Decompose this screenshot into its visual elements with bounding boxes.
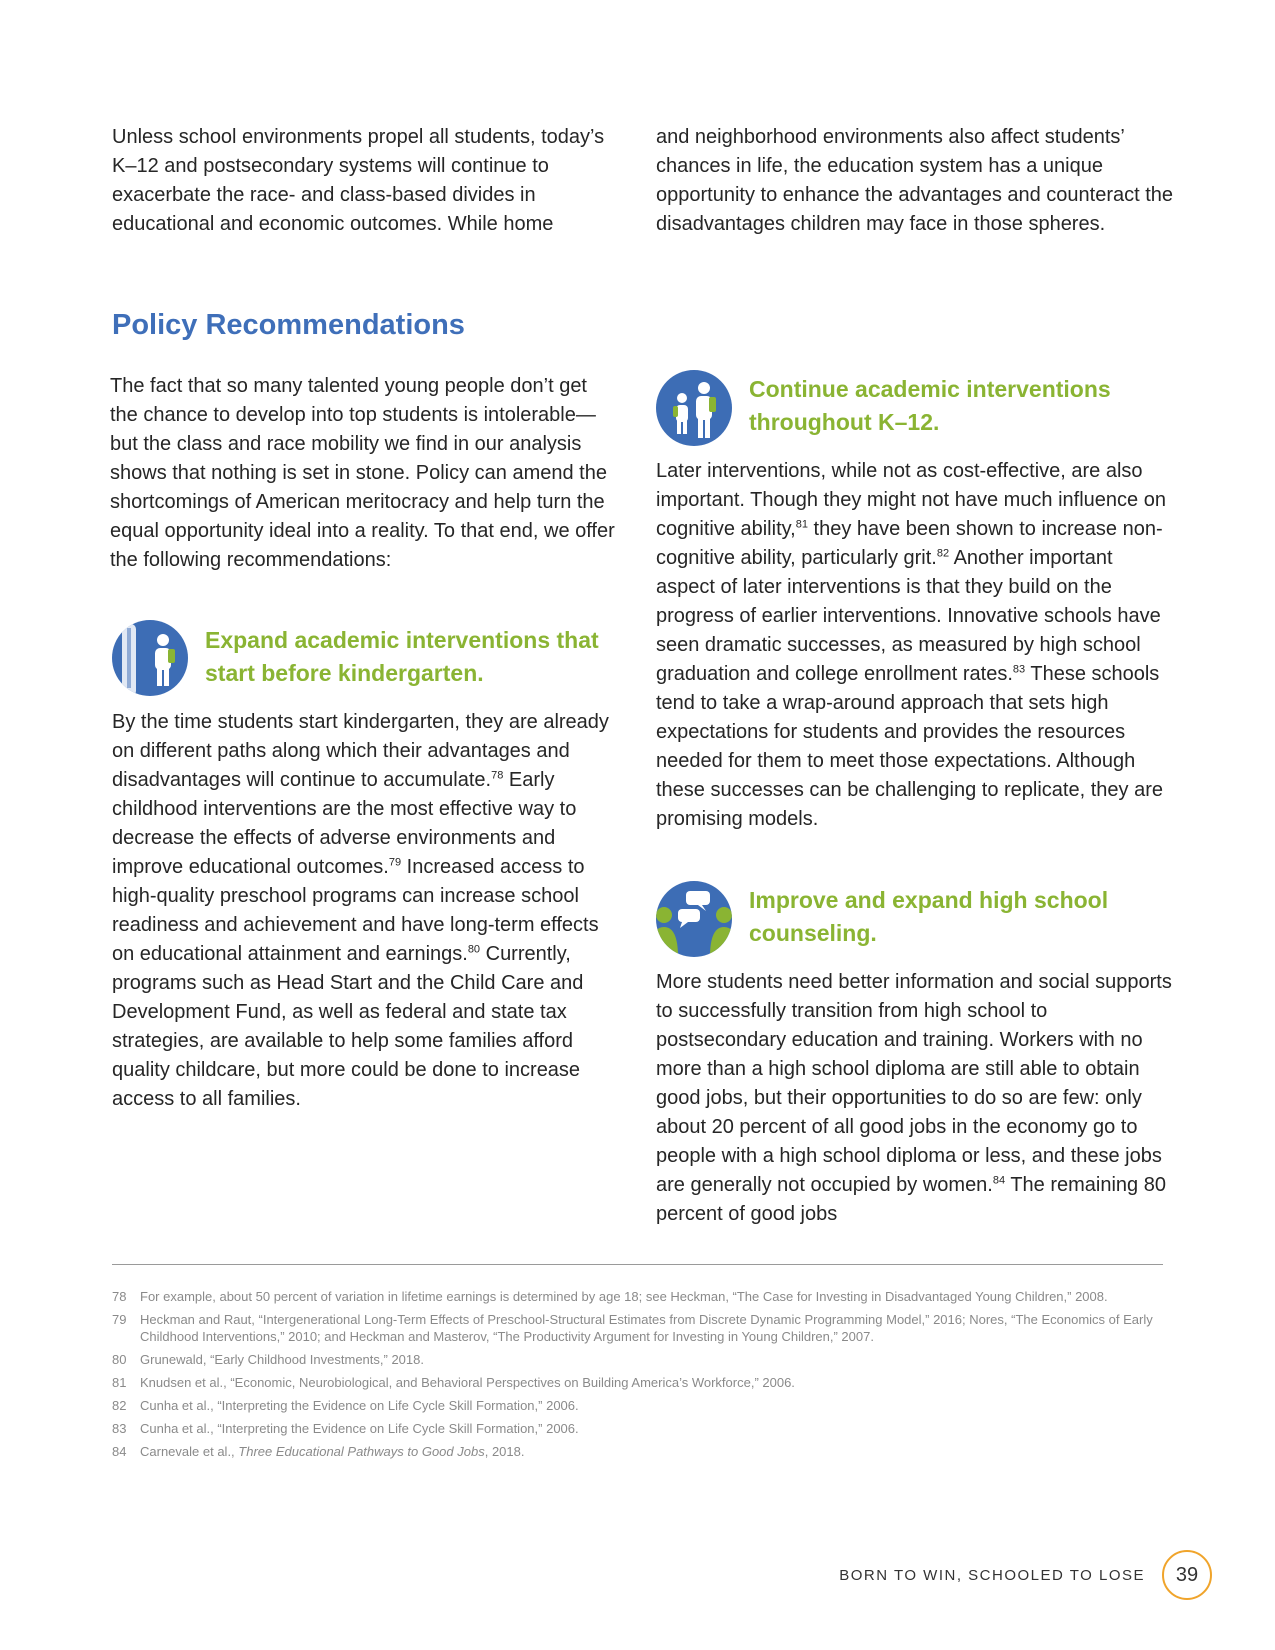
recommendation-2-body <box>656 457 1176 834</box>
footnote-84 <box>112 1443 1172 1460</box>
text-run: Another important aspect of later interventions is that they build on the progress of earlier interventions. Innovative schools have seen dramatic successes, as measured by high school graduation and college enrollment rates. <box>656 547 1161 685</box>
footnote-text: Grunewald, “Early Childhood Investments,” 2018. <box>140 1352 424 1367</box>
footnote-ref-84[interactable]: 84 <box>992 1174 1006 1187</box>
footnote-79 <box>112 1311 1172 1345</box>
text-run: Increased access to high-quality preschool programs can increase school readiness and achievement and have long-term effects on educational attainment and earnings. <box>112 856 599 965</box>
recommendation-3-heading: Improve and expand high school counseling. <box>749 887 1109 946</box>
parent-child-icon <box>112 620 188 696</box>
recommendation-1-heading: Expand academic interventions that start before kindergarten. <box>205 627 599 686</box>
footnote-text-suffix: , 2018. <box>484 1444 525 1459</box>
recommendation-1-paragraph <box>112 708 622 1114</box>
page-number: 39 <box>1162 1550 1212 1600</box>
text-run: These schools tend to take a wrap-around approach that sets high expectations for students and provides the resources needed for them to meet those expectations. Although these successes can be challenging to replicate, they are promising models. <box>656 663 1163 830</box>
footnote-text <box>140 1443 1172 1460</box>
policy-intro-paragraph: The fact that so many talented young people don’t get the chance to develop into top students is intolerable—but the class and race mobility we find in our analysis shows that nothing is set in stone. Policy can amend the shortcomings of American meritocracy and help turn the equal opportunity ideal into a reality. To that end, we offer the following recommendations: <box>110 375 615 571</box>
footnote-ref-78[interactable]: 78 <box>491 769 504 782</box>
text-run: they have been shown to increase non-cognitive ability, particularly grit. <box>656 518 1163 569</box>
footnote-text: Cunha et al., “Interpreting the Evidence on Life Cycle Skill Formation,” 2006. <box>140 1398 579 1413</box>
counseling-icon <box>656 881 732 957</box>
text-run: By the time students start kindergarten, they are already on different paths along which their advantages and disadvantages will continue to accumulate. <box>112 711 609 791</box>
recommendation-3-body <box>656 968 1176 1229</box>
footnote-number: 81 <box>112 1375 127 1390</box>
footnote-number: 83 <box>112 1421 127 1436</box>
footnote-80 <box>112 1351 1172 1368</box>
recommendation-2-heading: Continue academic interventions throughout K–12. <box>749 376 1111 435</box>
footnote-81 <box>112 1374 1172 1391</box>
footnote-text: Cunha et al., “Interpreting the Evidence on Life Cycle Skill Formation,” 2006. <box>140 1421 579 1436</box>
footnote-text-prefix: Carnevale et al., <box>140 1444 239 1459</box>
footnote-number: 78 <box>112 1289 127 1304</box>
footnote-82 <box>112 1397 1172 1414</box>
recommendation-3-paragraph <box>656 968 1176 1229</box>
footnote-text: Knudsen et al., “Economic, Neurobiological, and Behavioral Perspectives on Building America’s Workforce,” 2006. <box>140 1375 795 1390</box>
recommendation-2-paragraph <box>656 457 1176 834</box>
footnote-ref-80[interactable]: 80 <box>467 943 481 956</box>
text-run: Early childhood interventions are the most effective way to decrease the effects of adverse environments and improve educational outcomes. <box>112 769 577 878</box>
text-run: The remaining 80 percent of good jobs <box>656 1174 1166 1225</box>
footnote-number: 80 <box>112 1352 127 1367</box>
footnote-ref-83[interactable]: 83 <box>1012 663 1026 676</box>
recommendation-1-body <box>112 708 622 1114</box>
footnote-ref-79[interactable]: 79 <box>388 856 402 869</box>
recommendation-3-header <box>656 881 1176 961</box>
recommendation-1-header <box>112 620 632 700</box>
text-run: Currently, programs such as Head Start and the Child Care and Development Fund, as well as federal and state tax strategies, are available to help some families afford quality childcare, but more could be done to increase access to all families. <box>112 943 584 1110</box>
text-run: More students need better information and social supports to successfully transition from high school to postsecondary education and training. Workers with no more than a high school diploma are still able to obtain good jobs, but their opportunities to do so are few: only about 20 percent of all good jobs in the economy go to people with a high school diploma or less, and these jobs are generally not occupied by women. <box>656 971 1172 1196</box>
footnote-number: 84 <box>112 1444 127 1459</box>
intro-left-paragraph: Unless school environments propel all students, today’s K–12 and postsecondary systems will continue to exacerbate the race- and class-based divides in educational and economic outcomes. While home <box>112 126 605 235</box>
footnote-cited-title: Three Educational Pathways to Good Jobs <box>238 1444 485 1459</box>
footnote-number: 82 <box>112 1398 127 1413</box>
running-title: BORN TO WIN, SCHOOLED TO LOSE <box>839 1567 1145 1584</box>
footnote-78 <box>112 1288 1172 1305</box>
footnote-ref-82[interactable]: 82 <box>936 547 950 560</box>
footnote-ref-81[interactable]: 81 <box>795 518 808 531</box>
intro-left-column <box>112 123 612 239</box>
footnote-number: 79 <box>112 1312 127 1327</box>
intro-right-paragraph: and neighborhood environments also affect students’ chances in life, the education system has a unique opportunity to enhance the advantages and counteract the disadvantages children may face in those spheres. <box>656 126 1174 235</box>
policy-intro-column <box>110 372 620 575</box>
text-run: Later interventions, while not as cost-effective, are also important. Though they might not have much influence on cognitive ability, <box>656 460 1166 540</box>
section-heading: Policy Recommendations <box>112 309 465 341</box>
footnote-text: Heckman and Raut, “Intergenerational Long-Term Effects of Preschool-Structural Estimates from Discrete Dynamic Programming Model,” 2016; Nores, “The Economics of Early Childhood Interventions,” 2010; and Heckman and Masterov, “The Productivity Argument for Investing in Young Children,” 2007. <box>140 1312 1153 1344</box>
footnote-83 <box>112 1420 1172 1437</box>
intro-right-column <box>656 123 1176 239</box>
footnotes <box>112 1288 1172 1466</box>
students-icon <box>656 370 732 446</box>
footnote-divider <box>112 1264 1163 1265</box>
footnote-text: For example, about 50 percent of variation in lifetime earnings is determined by age 18; see Heckman, “The Case for Investing in Disadvantaged Young Children,” 2008. <box>140 1289 1108 1304</box>
recommendation-2-header <box>656 370 1176 450</box>
